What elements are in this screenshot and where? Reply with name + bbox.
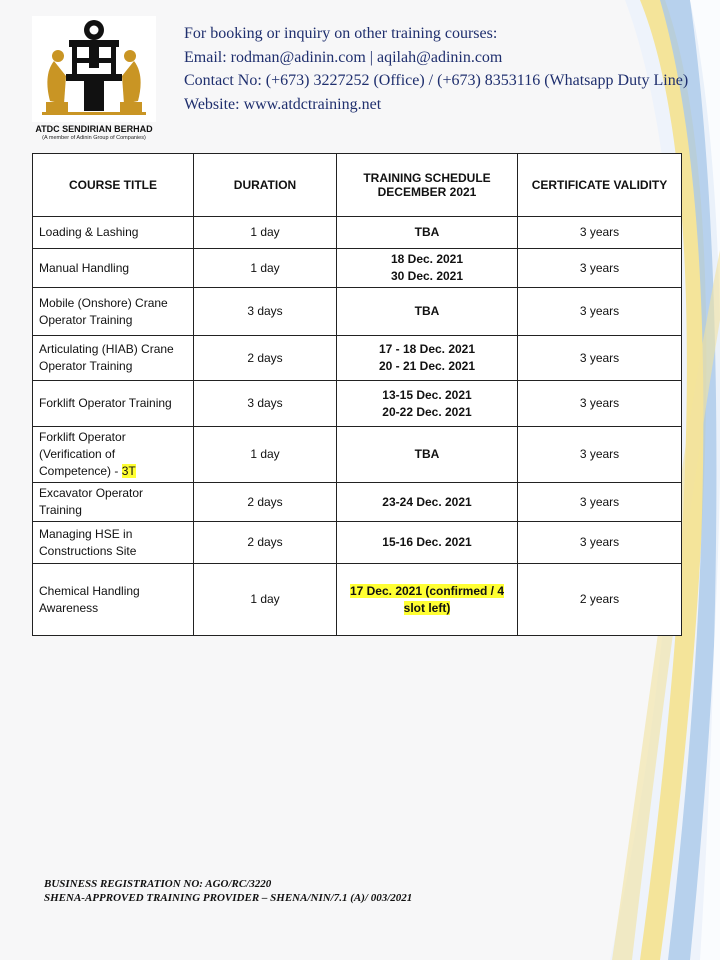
course-title-text: Forklift Operator (Verification of Competence) - bbox=[39, 430, 126, 478]
certificate-validity: 3 years bbox=[518, 217, 682, 249]
schedule-confirmed bbox=[337, 564, 518, 636]
duration: 3 days bbox=[194, 288, 337, 336]
schedule-dates bbox=[337, 249, 518, 288]
duration: 1 day bbox=[194, 427, 337, 483]
schedule-tba: TBA bbox=[337, 217, 518, 249]
table-row bbox=[33, 381, 682, 427]
course-title: Managing HSE in Constructions Site bbox=[33, 522, 194, 564]
table-row bbox=[33, 217, 682, 249]
certificate-validity: 3 years bbox=[518, 288, 682, 336]
duration: 3 days bbox=[194, 381, 337, 427]
certificate-validity: 3 years bbox=[518, 522, 682, 564]
schedule-date: 20-22 Dec. 2021 bbox=[382, 404, 472, 419]
contact-email[interactable]: Email: rodman@adinin.com | aqilah@adinin.com bbox=[184, 48, 503, 66]
table-row bbox=[33, 336, 682, 381]
table-row bbox=[33, 249, 682, 288]
header-course-title: COURSE TITLE bbox=[33, 154, 194, 217]
schedule-date: 18 Dec. 2021 bbox=[390, 252, 464, 266]
contact-phone: Contact No: (+673) 3227252 (Office) / (+673) 8353116 (Whatsapp Duty Line) bbox=[184, 72, 689, 89]
certificate-validity: 3 years bbox=[518, 483, 682, 522]
business-registration-number: BUSINESS REGISTRATION NO: AGO/RC/3220 bbox=[44, 878, 272, 890]
schedule-tba: TBA bbox=[337, 427, 518, 483]
table-row bbox=[33, 564, 682, 636]
duration: 1 day bbox=[194, 564, 337, 636]
header-duration: DURATION bbox=[194, 154, 337, 217]
schedule-date: 23-24 Dec. 2021 bbox=[337, 483, 518, 522]
certificate-validity: 3 years bbox=[518, 336, 682, 381]
course-title: Articulating (HIAB) Crane Operator Training bbox=[33, 336, 194, 381]
duration: 2 days bbox=[194, 522, 337, 564]
schedule-date: 30 Dec. 2021 bbox=[390, 269, 464, 283]
table-row bbox=[33, 483, 682, 522]
course-title: Loading & Lashing bbox=[33, 217, 194, 249]
certificate-validity: 2 years bbox=[518, 564, 682, 636]
training-schedule-table bbox=[32, 153, 682, 636]
course-title-highlight: 3T bbox=[121, 464, 136, 478]
logo-tagline: (A member of Adinin Group of Companies) bbox=[42, 135, 146, 141]
duration: 1 day bbox=[194, 249, 337, 288]
contact-website[interactable]: Website: www.atdctraining.net bbox=[184, 95, 382, 113]
duration: 1 day bbox=[194, 217, 337, 249]
shena-approval-number: SHENA-APPROVED TRAINING PROVIDER – SHENA/NIN/7.1 (A)/ 003/2021 bbox=[44, 892, 413, 904]
header-certificate-validity: CERTIFICATE VALIDITY bbox=[518, 154, 682, 217]
schedule-date: 20 - 21 Dec. 2021 bbox=[378, 359, 476, 373]
schedule-dates bbox=[337, 381, 518, 427]
header-schedule-line2: DECEMBER 2021 bbox=[377, 185, 477, 199]
course-title: Chemical Handling Awareness bbox=[33, 564, 194, 636]
schedule-date: 15-16 Dec. 2021 bbox=[337, 522, 518, 564]
schedule-date: 17 - 18 Dec. 2021 bbox=[378, 342, 476, 356]
schedule-tba: TBA bbox=[337, 288, 518, 336]
duration: 2 days bbox=[194, 483, 337, 522]
course-title: Excavator Operator Training bbox=[33, 483, 194, 522]
course-title: Mobile (Onshore) Crane Operator Training bbox=[33, 288, 194, 336]
schedule-dates bbox=[337, 336, 518, 381]
logo-company-name: ATDC SENDIRIAN BERHAD bbox=[35, 124, 153, 134]
table-row bbox=[33, 522, 682, 564]
footer-registration bbox=[44, 877, 412, 905]
contact-info bbox=[184, 22, 688, 116]
schedule-confirmed-highlight: 17 Dec. 2021 (confirmed / 4 slot left) bbox=[349, 583, 505, 615]
duration: 2 days bbox=[194, 336, 337, 381]
table-header-row bbox=[33, 154, 682, 217]
schedule-date: 13-15 Dec. 2021 bbox=[382, 387, 472, 402]
atdc-logo-icon bbox=[32, 16, 156, 122]
header-training-schedule bbox=[337, 154, 518, 217]
course-title: Manual Handling bbox=[33, 249, 194, 288]
course-title bbox=[33, 427, 194, 483]
company-logo bbox=[32, 16, 156, 144]
course-title: Forklift Operator Training bbox=[33, 381, 194, 427]
certificate-validity: 3 years bbox=[518, 249, 682, 288]
certificate-validity: 3 years bbox=[518, 427, 682, 483]
table-row bbox=[33, 288, 682, 336]
contact-intro: For booking or inquiry on other training courses: bbox=[184, 25, 498, 42]
table-row bbox=[33, 427, 682, 483]
header-schedule-line1: TRAINING SCHEDULE bbox=[363, 171, 491, 185]
certificate-validity: 3 years bbox=[518, 381, 682, 427]
